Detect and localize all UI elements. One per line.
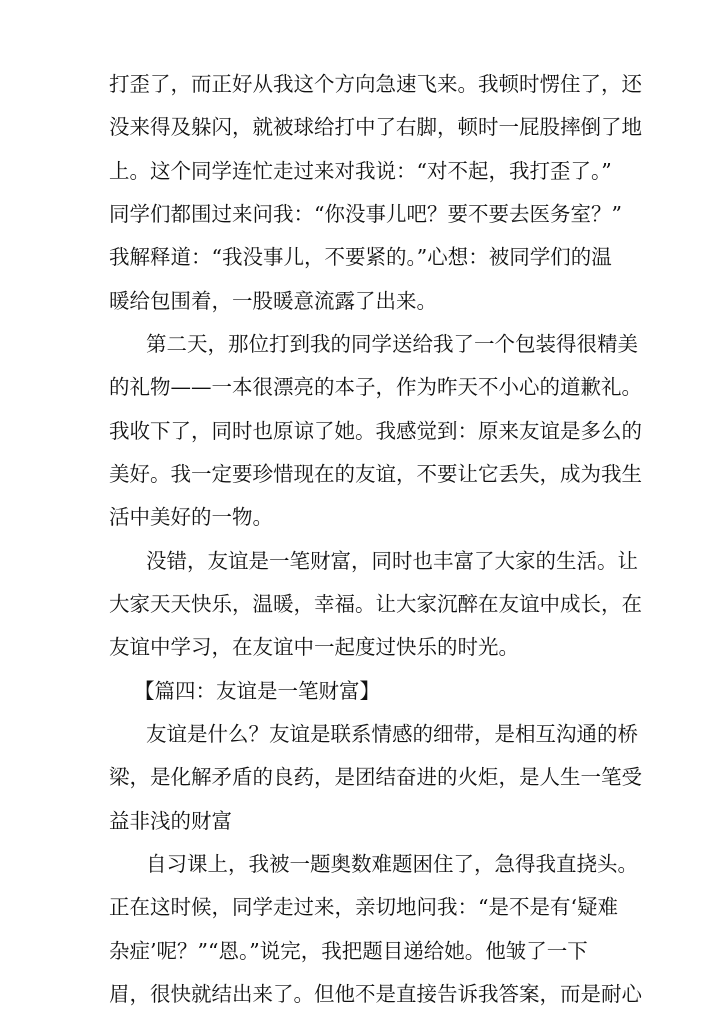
text-line-21-content: 杂症’呢？”“恩。”说完，我把题目递给她。他皱了一下: [109, 939, 588, 963]
text-line-13-content: 大家天天快乐，温暖，幸福。让大家沉醉在友谊中成长，在: [109, 592, 642, 616]
text-line-2: [0, 105, 720, 149]
text-line-16-content: 友谊是什么？友谊是联系情感的细带，是相互沟通的桥: [146, 722, 638, 746]
text-line-18-content: 益非浅的财富: [109, 809, 232, 833]
text-line-13: [0, 582, 720, 626]
text-line-6-content: 暖给包围着，一股暖意流露了出来。: [109, 289, 437, 313]
text-line-12-content: 没错，友谊是一笔财富，同时也丰富了大家的生活。让: [146, 549, 638, 573]
text-line-21: [0, 929, 720, 973]
text-line-14-content: 友谊中学习，在友谊中一起度过快乐的时光。: [109, 635, 519, 659]
text-line-8-content: 的礼物——一本很漂亮的本子，作为昨天不小心的道歉礼。: [109, 375, 642, 399]
text-line-17: [0, 755, 720, 799]
text-line-10-content: 美好。我一定要珍惜现在的友谊，不要让它丢失，成为我生: [109, 462, 642, 486]
text-line-1: [0, 62, 720, 106]
text-line-4: [0, 192, 720, 236]
text-line-7-content: 第二天，那位打到我的同学送给我了一个包装得很精美: [146, 332, 638, 356]
text-line-17-content: 梁，是化解矛盾的良药，是团结奋进的火炬，是人生一笔受: [109, 765, 642, 789]
text-line-22-content: 眉，很快就结出来了。但他不是直接告诉我答案，而是耐心: [109, 982, 642, 1006]
text-line-11: [0, 495, 720, 539]
text-line-19-content: 自习课上，我被一题奥数难题困住了，急得我直挠头。: [146, 852, 638, 876]
text-line-9: [0, 409, 720, 453]
text-line-1-content: 打歪了，而正好从我这个方向急速飞来。我顿时愣住了，还: [109, 72, 642, 96]
text-line-16: [0, 712, 720, 756]
text-line-8: [0, 365, 720, 409]
text-line-3: [0, 149, 720, 193]
section-heading: 【篇四：友谊是一笔财富】: [134, 679, 380, 703]
text-line-4-content: 同学们都围过来问我：“你没事儿吧？要不要去医务室？”: [109, 202, 622, 226]
text-line-19: [0, 842, 720, 886]
text-line-11-content: 活中美好的一物。: [109, 505, 273, 529]
text-line-9-content: 我收下了，同时也原谅了她。我感觉到：原来友谊是多么的: [109, 419, 642, 443]
text-line-20-content: 正在这时候，同学走过来，亲切地问我：“是不是有‘疑难: [109, 895, 618, 919]
text-line-15: [0, 669, 720, 713]
text-line-3-content: 上。这个同学连忙走过来对我说：“对不起，我打歪了。”: [109, 159, 612, 183]
text-line-22: [0, 972, 720, 1016]
text-line-7: [0, 322, 720, 366]
text-line-12: [0, 539, 720, 583]
text-line-6: [0, 279, 720, 323]
text-line-5: [0, 235, 720, 279]
text-line-18: [0, 799, 720, 843]
text-line-5-content: 我解释道：“我没事儿，不要紧的。”心想：被同学们的温: [109, 245, 612, 269]
text-line-14: [0, 625, 720, 669]
text-line-10: [0, 452, 720, 496]
text-line-20: [0, 885, 720, 929]
text-line-2-content: 没来得及躲闪，就被球给打中了右脚，顿时一屁股摔倒了地: [109, 115, 642, 139]
